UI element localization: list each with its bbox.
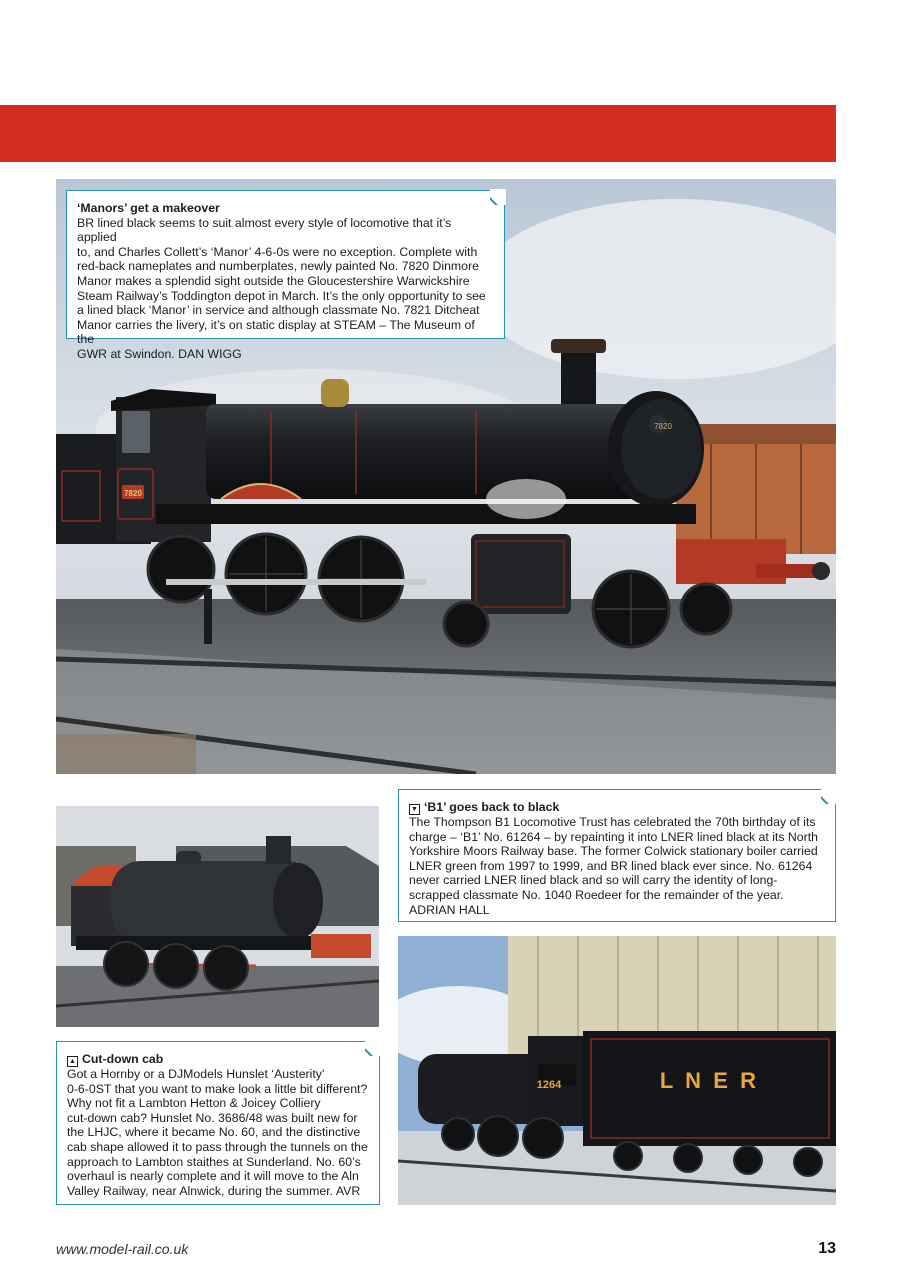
caption-cut-down-cab xyxy=(56,1041,380,1205)
caption-corner-notch xyxy=(365,1040,381,1056)
caption-line: cab shape allowed it to pass through the tunnels on the xyxy=(67,1139,368,1154)
b1-cab-number: 1264 xyxy=(536,1079,562,1091)
caption-line: a lined black ‘Manor’ in service and although classmate No. 7821 Ditcheat xyxy=(77,303,480,318)
photo-hunslet-austerity xyxy=(56,806,379,1027)
hunslet-locomotive-illustration xyxy=(56,806,379,1027)
down-arrow-icon: ▼ xyxy=(409,804,420,815)
caption-line: to, and Charles Collett’s ‘Manor’ 4-6-0s were no exception. Complete with xyxy=(77,244,478,259)
up-arrow-icon: ▲ xyxy=(67,1056,78,1067)
caption-line: Got a Hornby or a DJModels Hunslet ‘Austerity’ xyxy=(67,1067,325,1081)
footer-website-link[interactable]: www.model-rail.co.uk xyxy=(56,1241,189,1257)
header-red-band xyxy=(0,105,836,162)
caption-line: overhaul is nearly complete and it will move to the Aln xyxy=(67,1169,359,1184)
caption-line: 0-6-0ST that you want to make look a little bit different? xyxy=(67,1081,368,1096)
caption-line: Yorkshire Moors Railway base. The former Colwick stationary boiler carried xyxy=(409,844,818,859)
caption-line: Manor makes a splendid sight outside the Gloucestershire Warwickshire xyxy=(77,273,470,288)
caption-line: red-back nameplates and numberplates, newly painted No. 7820 Dinmore xyxy=(77,259,479,274)
caption-title: ‘Manors’ get a makeover xyxy=(77,201,220,215)
page-number: 13 xyxy=(818,1240,836,1257)
caption-line: approach to Lambton staithes at Sunderland. No. 60’s xyxy=(67,1154,361,1169)
caption-line: The Thompson B1 Locomotive Trust has celebrated the 70th birthday of its xyxy=(409,815,816,829)
caption-line: cut-down cab? Hunslet No. 3686/48 was built new for xyxy=(67,1110,358,1125)
caption-corner-notch xyxy=(821,788,837,804)
cab-numberplate: 7820 xyxy=(124,489,142,498)
caption-line: Valley Railway, near Alnwick, during the summer. AVR xyxy=(67,1183,361,1198)
caption-title-row xyxy=(67,1052,369,1067)
smokebox-numberplate: 7820 xyxy=(654,422,672,431)
caption-line: LNER green from 1997 to 1999, and BR lined black ever since. No. 61264 xyxy=(409,858,813,873)
caption-line: Steam Railway’s Toddington depot in March. It’s the only opportunity to see xyxy=(77,288,486,303)
caption-b1-back-to-black xyxy=(398,789,836,922)
caption-line: scrapped classmate No. 1040 Roedeer for the remainder of the year. xyxy=(409,887,784,902)
caption-line: Manor carries the livery, it’s on static display at STEAM – The Museum of the xyxy=(77,317,475,347)
caption-line: GWR at Swindon. DAN WIGG xyxy=(77,346,242,361)
caption-line: the LHJC, where it became No. 60, and the distinctive xyxy=(67,1125,361,1140)
caption-body xyxy=(67,1067,369,1198)
caption-line: BR lined black seems to suit almost every style of locomotive that it’s applied xyxy=(77,215,452,245)
caption-manors-makeover xyxy=(66,190,505,361)
photo-b1-lner-black xyxy=(398,936,836,1205)
b1-locomotive-illustration xyxy=(398,936,836,1205)
tender-lettering: L N E R xyxy=(659,1068,757,1093)
caption-corner-notch xyxy=(490,189,506,205)
caption-line: never carried LNER lined black and so will carry the identity of long- xyxy=(409,873,778,888)
caption-title: Cut-down cab xyxy=(82,1052,164,1066)
caption-title-row xyxy=(409,800,825,815)
caption-line: charge – ‘B1’ No. 61264 – by repainting it into LNER lined black at its North xyxy=(409,829,818,844)
caption-body xyxy=(77,216,494,362)
caption-line: ADRIAN HALL xyxy=(409,902,490,917)
caption-title: ‘B1’ goes back to black xyxy=(424,800,560,814)
caption-line: Why not fit a Lambton Hetton & Joicey Colliery xyxy=(67,1096,321,1111)
caption-body xyxy=(409,815,825,917)
